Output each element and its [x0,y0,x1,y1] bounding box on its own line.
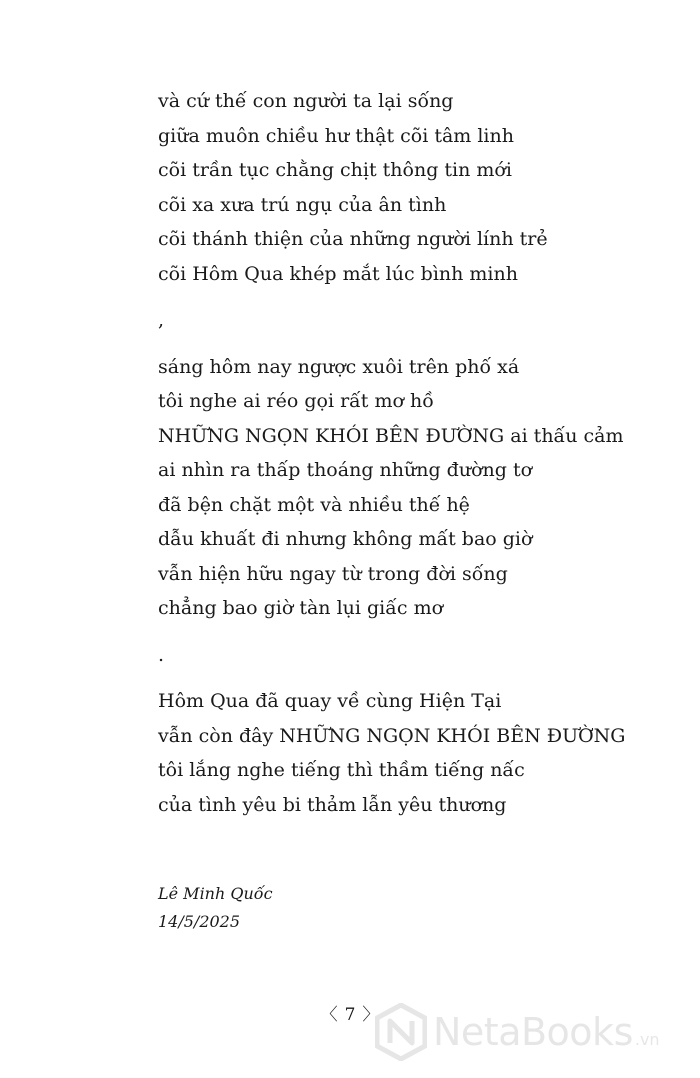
poem-line: tôi lắng nghe tiếng thì thầm tiếng nấc [158,759,525,781]
poem-line: dẫu khuất đi nhưng không mất bao giờ [158,528,533,550]
netabooks-logo-icon [375,1003,427,1061]
signature-block [158,880,273,936]
poem-line: của tình yêu bi thảm lẫn yêu thương [158,793,507,816]
poem-date: 14/5/2025 [158,912,241,931]
poem-line: đã bện chặt một và nhiều thế hệ [158,493,470,516]
poem-line: sáng hôm nay ngược xuôi trên phố xá [158,355,520,378]
poem-line: cõi trần tục chằng chịt thông tin mới [158,159,512,181]
netabooks-watermark [375,1002,660,1062]
page-bracket-right: 〉 [362,1005,380,1025]
poem-line: chẳng bao giờ tàn lụi giấc mơ [158,597,444,619]
stanza-2 [158,350,678,626]
watermark-tld: .vn [634,1029,660,1049]
poem-line: Hôm Qua đã quay về cùng Hiện Tại [158,690,502,712]
poem-line: cõi xa xưa trú ngụ của ân tình [158,193,447,216]
poem-line: vẫn hiện hữu ngay từ trong đời sống [158,562,508,585]
stanza-separator: , [158,309,165,331]
author-name: Lê Minh Quốc [158,884,273,903]
stanza-1 [158,84,678,291]
poem-line: giữa muôn chiều hư thật cõi tâm linh [158,124,514,147]
poem-line: và cứ thế con người ta lại sống [158,90,454,112]
poem-line: tôi nghe ai réo gọi rất mơ hồ [158,390,434,412]
poem-line: NHỮNG NGỌN KHÓI BÊN ĐƯỜNG ai thấu cảm [158,424,624,447]
poem-line: cõi Hôm Qua khép mắt lúc bình minh [158,262,518,285]
poem-body [158,84,678,822]
poem-line: ai nhìn ra thấp thoáng những đường tơ [158,459,533,481]
watermark-brand: NetaBooks [433,1010,633,1054]
poem-line: vẫn còn đây NHỮNG NGỌN KHÓI BÊN ĐƯỜNG [158,724,626,747]
page-number-value: 7 [344,1005,356,1025]
stanza-3 [158,684,678,822]
poem-line: cõi thánh thiện của những người lính trẻ [158,228,548,250]
page-bracket-left: 〈 [320,1005,338,1025]
stanza-separator: . [158,643,165,666]
